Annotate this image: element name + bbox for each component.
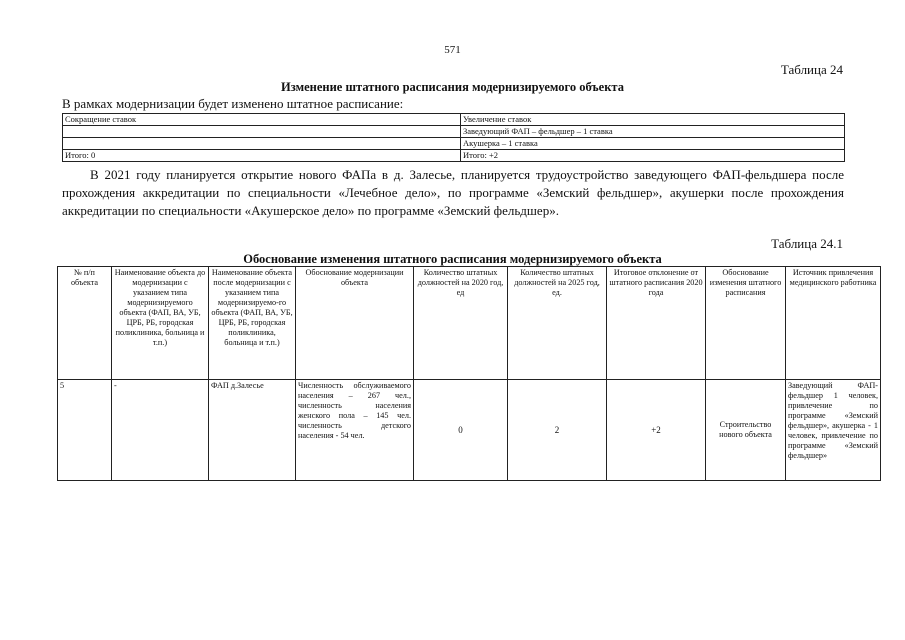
column-header: Обоснование изменения штатного расписания: [706, 267, 786, 380]
table-row: [63, 138, 845, 150]
staffing-change-table: [62, 113, 845, 162]
table-24-1-title: Обоснование изменения штатного расписания модернизируемого объекта: [243, 252, 662, 266]
column-header: Источник привлечения медицинского работника: [786, 267, 881, 380]
table-cell: -: [112, 380, 209, 481]
table-cell: Численность обслуживаемого населения – 267 чел., численность населения женского пола – 145 чел. численность детского населения - 54 чел.: [296, 380, 414, 481]
table-24-caption: Таблица 24: [780, 62, 843, 77]
table-24-title: Изменение штатного расписания модернизируемого объекта: [281, 80, 624, 94]
table-cell: Увеличение ставок: [461, 114, 845, 126]
column-header: Наименование объекта до модернизации с указанием типа модернизируемого объекта (ФАП, ВА, УБ, ЦРБ, РБ, городская поликлиника, больница и т.п.): [112, 267, 209, 380]
table-cell: +2: [607, 380, 706, 481]
table-cell: 5: [58, 380, 112, 481]
column-header: Количество штатных должностей на 2025 год, ед.: [508, 267, 607, 380]
table-cell: Итого: +2: [461, 150, 845, 162]
table-cell: Заведующий ФАП – фельдшер – 1 ставка: [461, 126, 845, 138]
table-cell: Итого: 0: [63, 150, 461, 162]
table-row: [58, 380, 881, 481]
column-header: № п/п объекта: [58, 267, 112, 380]
column-header: Наименование объекта после модернизации с указанием типа модернизируемо-го объекта (ФАП, ВА, УБ, ЦРБ, РБ, городская поликлиника, больница и т.п.): [209, 267, 296, 380]
table-cell: 0: [414, 380, 508, 481]
column-header: Обоснование модернизации объекта: [296, 267, 414, 380]
table-cell: Акушерка – 1 ставка: [461, 138, 845, 150]
table-row: [63, 114, 845, 126]
table-cell: Заведующий ФАП-фельдшер 1 человек, привлечение по программе «Земский фельдшер», акушерка - 1 человек, привлечение по программе «Земский фельдшер»: [786, 380, 881, 481]
page-number: 571: [444, 44, 461, 56]
table-cell: Сокращение ставок: [63, 114, 461, 126]
table-24-1-caption: Таблица 24.1: [771, 236, 843, 251]
table-cell: 2: [508, 380, 607, 481]
table-cell: [63, 126, 461, 138]
intro-text: В рамках модернизации будет изменено штатное расписание:: [62, 96, 404, 111]
column-header: Итоговое отклонение от штатного расписания 2020 года: [607, 267, 706, 380]
staffing-justification-table: [57, 266, 881, 481]
table-cell: [63, 138, 461, 150]
table-row: [63, 150, 845, 162]
table-header-row: [58, 267, 881, 380]
table-cell: Строительство нового объекта: [706, 380, 786, 481]
table-cell: ФАП д.Залесье: [209, 380, 296, 481]
table-row: [63, 126, 845, 138]
column-header: Количество штатных должностей на 2020 год, ед: [414, 267, 508, 380]
body-paragraph: В 2021 году планируется открытие нового ФАПа в д. Залесье, планируется трудоустройство заведующего ФАП-фельдшера после прохождения аккредитации по специальности «Лечебное дело», по программе «Земский фельдшер», акушерки после прохождения аккредитации по специальности «Акушерское дело» по программе «Земский фельдшер».: [62, 167, 844, 218]
